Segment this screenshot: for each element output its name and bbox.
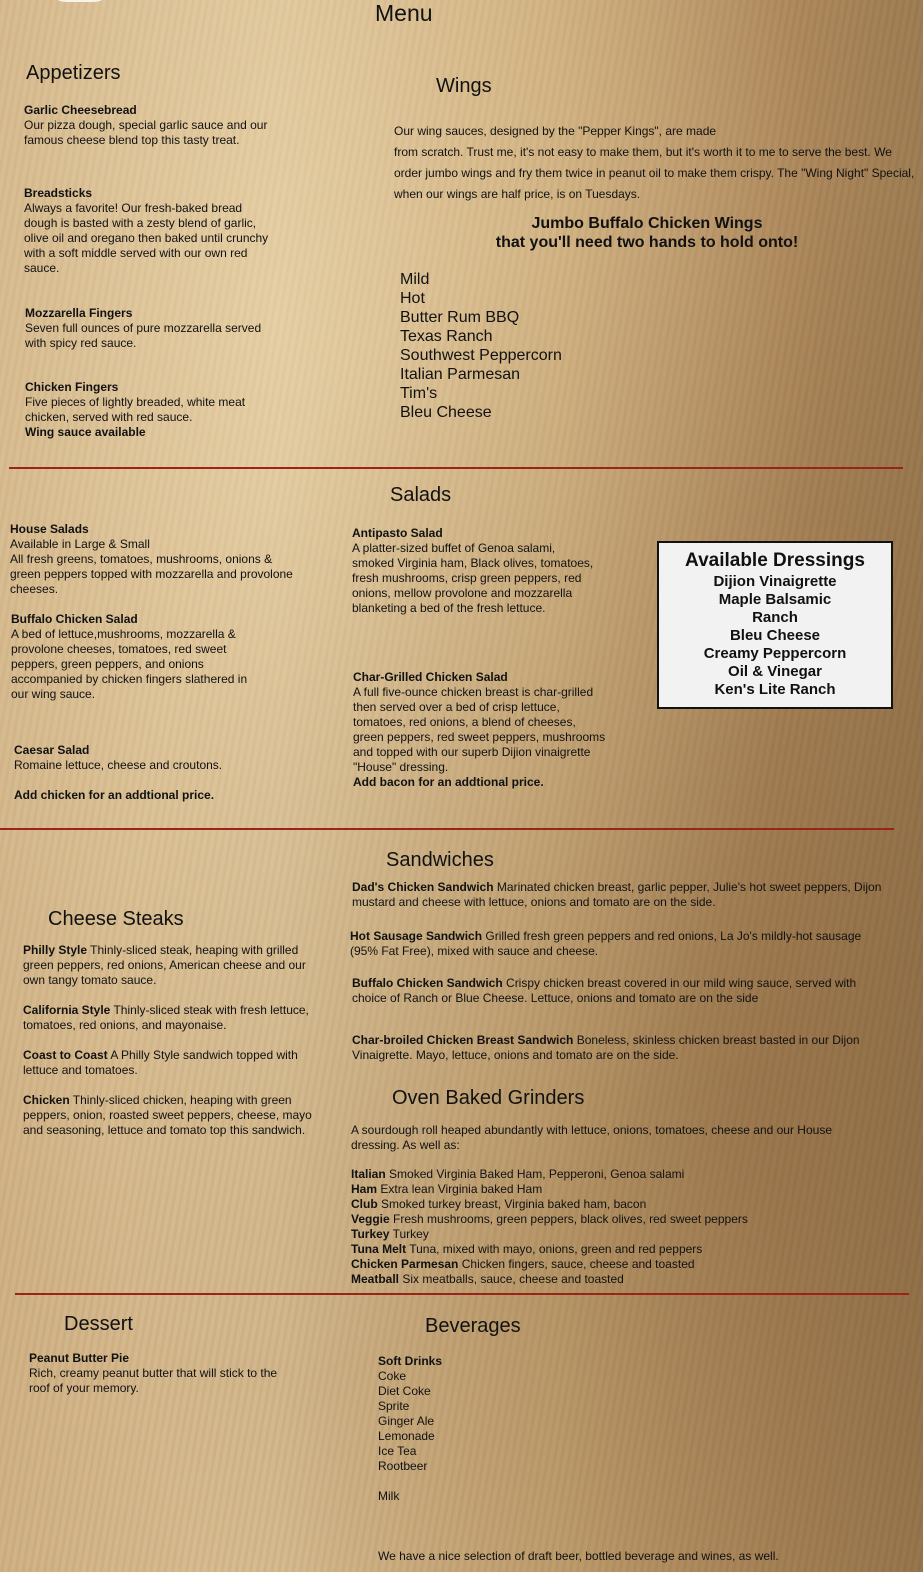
list-item: Sprite <box>378 1399 410 1413</box>
item-name: Breadsticks <box>24 186 93 200</box>
sandwich-buffalo-chicken: Buffalo Chicken Sandwich Crispy chicken breast covered in our mild wing sauce, served with choice of Ranch or Blue Cheese. Lettuce, onions and tomato are on the side <box>352 976 857 1005</box>
section-divider <box>15 1293 909 1295</box>
list-item: Milk <box>378 1489 400 1503</box>
grinders-heading: Oven Baked Grinders <box>392 1087 585 1109</box>
item-name: Buffalo Chicken Sandwich <box>352 976 503 990</box>
soft-drinks-title: Soft Drinks <box>378 1354 443 1368</box>
grinders-intro: A sourdough roll heaped abundantly with lettuce, onions, tomatoes, cheese and our House dressing. As well as: <box>351 1123 832 1152</box>
item-name: House Salads <box>10 522 89 536</box>
item-name: Antipasto Salad <box>352 526 443 540</box>
list-item: Ginger Ale <box>378 1414 435 1428</box>
cheese-steak-california: California Style Thinly-sliced steak with fresh lettuce, tomatoes, red onions, and mayonaise. <box>23 1003 309 1032</box>
appetizer-chicken-fingers: Chicken Fingers Five pieces of lightly breaded, white meat chicken, served with red sauce. Wing sauce available <box>25 380 345 440</box>
section-divider <box>0 828 894 830</box>
item-name: Peanut Butter Pie <box>29 1351 130 1365</box>
item-name: Caesar Salad <box>14 743 90 757</box>
list-item: Veggie Fresh mushrooms, green peppers, black olives, red sweet peppers <box>351 1212 748 1226</box>
list-item: Ham Extra lean Virginia baked Ham <box>351 1182 543 1196</box>
salad-caesar: Caesar Salad Romaine lettuce, cheese and croutons. Add chicken for an addtional price. <box>14 743 334 803</box>
item-name: California Style <box>23 1003 111 1017</box>
cheese-steak-coast-to-coast: Coast to Coast A Philly Style sandwich topped with lettuce and tomatoes. <box>23 1048 298 1077</box>
item-name: Buffalo Chicken Salad <box>11 612 138 626</box>
dressings-box <box>657 541 893 709</box>
item-name: Chicken <box>23 1093 70 1107</box>
wings-heading: Wings <box>436 75 492 97</box>
item-name: Char-Grilled Chicken Salad <box>353 670 508 684</box>
wings-description: Our wing sauces, designed by the "Pepper Kings", are made from scratch. Trust me, it's not easy to make them, but it's worth it to me to serve the best. We order jumbo wings and fry them twice in peanut oil to make them crispy. The "Wing Night" Special, when our wings are half price, is on Tuesdays. <box>394 124 915 201</box>
list-item: Italian Parmesan <box>400 366 521 383</box>
cheese-steaks-heading: Cheese Steaks <box>48 908 184 930</box>
list-item: Rootbeer <box>378 1459 428 1473</box>
sandwiches-heading: Sandwiches <box>386 849 494 871</box>
beverages-heading: Beverages <box>425 1315 521 1337</box>
item-note: Add chicken for an addtional price. <box>14 788 215 802</box>
beverages-footer: We have a nice selection of draft beer, bottled beverage and wines, as well. <box>378 1549 779 1563</box>
salad-char-grilled-chicken: Char-Grilled Chicken Salad A full five-ounce chicken breast is char-grilled then served over a bed of crisp lettuce, tomatoes, red onions, a blend of cheeses, green peppers, red sweet peppers, mushrooms and topped with our superb Dijion vinaigrette "House" dressing. Add bacon for an addtional price. <box>353 670 643 790</box>
section-divider <box>9 467 903 469</box>
appetizer-garlic-cheesebread: Garlic Cheesebread Our pizza dough, special garlic sauce and our famous cheese blend top this tasty treat. <box>24 103 344 148</box>
dessert-heading: Dessert <box>64 1313 133 1335</box>
list-item: Oil & Vinegar <box>728 663 822 680</box>
jumbo-wings-callout: Jumbo Buffalo Chicken Wings that you'll need two hands to hold onto! <box>495 215 799 251</box>
list-item: Meatball Six meatballs, sauce, cheese and toasted <box>351 1272 624 1286</box>
item-note: Add bacon for an addtional price. <box>353 775 544 789</box>
appetizers-heading: Appetizers <box>26 62 121 84</box>
list-item: Bleu Cheese <box>400 404 492 421</box>
dressings-title: Available Dressings <box>685 550 865 571</box>
plate-decoration <box>48 0 112 2</box>
list-item: Maple Balsamic <box>718 591 832 608</box>
list-item: Ranch <box>752 609 798 626</box>
list-item: Lemonade <box>378 1429 435 1443</box>
salad-house: House Salads Available in Large & Small All fresh greens, tomatoes, mushrooms, onions & green peppers topped with mozzarella and provolone cheeses. <box>10 522 330 597</box>
soft-drinks-list <box>378 1354 678 1504</box>
list-item: Hot <box>400 290 425 307</box>
item-name: Philly Style <box>23 943 88 957</box>
salad-antipasto: Antipasto Salad A platter-sized buffet of Genoa salami, smoked Virginia ham, Black olives, tomatoes, fresh mushrooms, crisp green peppers, red onions, mellow provolone and mozzarella blanketing a bed of the fresh lettuce. <box>352 526 642 616</box>
item-name: Coast to Coast <box>23 1048 108 1062</box>
list-item: Club Smoked turkey breast, Virginia baked ham, bacon <box>351 1197 647 1211</box>
cheese-steak-chicken: Chicken Thinly-sliced chicken, heaping with green peppers, onion, roasted sweet peppers, cheese, mayo and seasoning, lettuce and tomato top this sandwich. <box>23 1093 312 1137</box>
list-item: Tim's <box>400 385 438 402</box>
item-name: Chicken Fingers <box>25 380 119 394</box>
sandwich-char-broiled-chicken: Char-broiled Chicken Breast Sandwich Boneless, skinless chicken breast basted in our Dijon Vinaigrette. Mayo, lettuce, onions and tomato are on the side. <box>352 1033 860 1062</box>
wing-sauce-list <box>400 270 700 422</box>
salad-buffalo-chicken: Buffalo Chicken Salad A bed of lettuce,mushrooms, mozzarella & provolone cheeses, tomatoes, red sweet peppers, green peppers, and onions accompanied by chicken fingers slathered in our wing sauce. <box>11 612 331 702</box>
item-name: Char-broiled Chicken Breast Sandwich <box>352 1033 574 1047</box>
list-item: Ice Tea <box>378 1444 417 1458</box>
list-item: Butter Rum BBQ <box>400 309 520 326</box>
list-item: Dijion Vinaigrette <box>713 573 837 590</box>
cheese-steak-philly: Philly Style Thinly-sliced steak, heaping with grilled green peppers, red onions, American cheese and our own tangy tomato sauce. <box>23 943 306 987</box>
appetizer-mozzarella-fingers: Mozzarella Fingers Seven full ounces of pure mozzarella served with spicy red sauce. <box>25 306 345 351</box>
list-item: Coke <box>378 1369 407 1383</box>
list-item: Italian Smoked Virginia Baked Ham, Pepperoni, Genoa salami <box>351 1167 685 1181</box>
appetizer-breadsticks: Breadsticks Always a favorite! Our fresh-baked bread dough is basted with a zesty blend of garlic, olive oil and oregano then baked until crunchy with a soft middle served with our own red sauce. <box>24 186 344 276</box>
list-item: Tuna Melt Tuna, mixed with mayo, onions, green and red peppers <box>351 1242 703 1256</box>
sandwich-dads-chicken: Dad's Chicken Sandwich Marinated chicken breast, garlic pepper, Julie's hot sweet peppers, Dijon mustard and cheese with lettuce, onions and tomato are on the side. <box>352 880 882 909</box>
list-item: Diet Coke <box>378 1384 431 1398</box>
salads-heading: Salads <box>390 484 452 506</box>
list-item: Mild <box>400 271 430 288</box>
item-name: Mozzarella Fingers <box>25 306 133 320</box>
list-item: Chicken Parmesan Chicken fingers, sauce, cheese and toasted <box>351 1257 695 1271</box>
list-item: Creamy Peppercorn <box>703 645 847 662</box>
list-item: Texas Ranch <box>400 328 493 345</box>
grinders-list <box>351 1167 911 1287</box>
list-item: Turkey Turkey <box>351 1227 429 1241</box>
item-name: Garlic Cheesebread <box>24 103 137 117</box>
sandwich-hot-sausage: Hot Sausage Sandwich Grilled fresh green peppers and red onions, La Jo's mildly-hot sausage (95% Fat Free), mixed with sauce and cheese. <box>350 929 862 958</box>
page-title: Menu <box>375 0 433 26</box>
list-item: Southwest Peppercorn <box>400 347 562 364</box>
list-item: Ken's Lite Ranch <box>714 681 836 698</box>
dessert-peanut-butter-pie: Peanut Butter Pie Rich, creamy peanut butter that will stick to the roof of your memory. <box>29 1351 349 1396</box>
item-note: Wing sauce available <box>25 425 146 439</box>
item-name: Dad's Chicken Sandwich <box>352 880 494 894</box>
item-name: Hot Sausage Sandwich <box>350 929 483 943</box>
list-item: Bleu Cheese <box>729 627 821 644</box>
